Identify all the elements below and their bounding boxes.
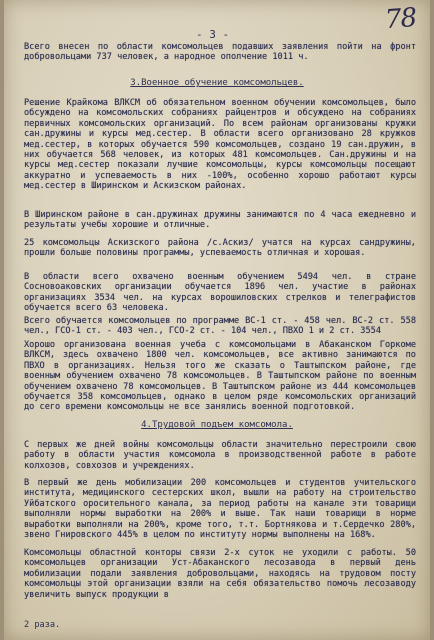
document-page: [4, 0, 430, 640]
paragraph: Решение Крайкома ВЛКСМ об обязательном военном обучении комсомольцев, было обсуждено на комсомольских собраниях райцентров и обсуждено на собраниях первичных комсомольских организаций. По всем районам организованы кружки сан.дружины и курсы мед.сестер. В области всего организовано 28 кружков мед.сестер, в которых обучается 590 комсомольцев, создано 19 сан.дружин, в них обучается 568 человек, из которых 481 комсомольцев. Сан.дружины и на курсы мед.сестер показали лучшие комсомольцы, курсы комсомольцы посещают аккуратно и успеваемость в них -100%, особенно хорошо работают курсы мед.сестер в Ширинском и Аскизском районах.: [24, 98, 422, 192]
intro-paragraph: Всего внесен по области комсомольцев подавших заявления пойти на фронт добровольцами 737 человек, а народное ополчение 1011 ч.: [24, 42, 422, 63]
archive-page-stamp: 78: [383, 2, 418, 36]
paragraph: Хорошо организована военная учеба с комсомольцами в Абаканском Горкоме ВЛКСМ, здесь охвачено 1800 чел. комсомольцев, все активно занимаются по ПВХО в организациях. Нельзя того же сказать о Таштыпском районе, где военным обучением охвачено 78 комсомольцев. В Таштыпском районе по военным обучением охвачено 78 комсомольцев. В Таштыпском районе из 444 комсомольцев обучается 358 комсомольцев, однако в целом ряде комсомольских организаций до сего времени комсомольцы не все занялись военной подготовкой.: [24, 340, 422, 413]
page-number: - 3 -: [196, 28, 230, 41]
paragraph: С первых же дней войны комсомольцы области значительно перестроили свою работу в области участия комсомола в производственной работе в работе колхозов, совхозов и учреждениях.: [24, 440, 422, 471]
section-heading-labor-upsurge: 4.Трудовой подъем комсомола.: [141, 420, 293, 430]
paragraph: В Ширинском районе в сан.дружинах дружины занимаются по 4 часа ежедневно и результаты учебы хорошие и отличные.: [24, 210, 422, 231]
paragraph: В первый же день мобилизации 200 комсомольцев и студентов учительского института, медицинского сестерских школ, вышли на работу на строительство Уйбатского оросительного канала, за период работы на канале эти товарищи выполняли нормы выработки на 200% и выше. Так наши товарищи в норме выработки выполняли на 200%, кроме того, т.т. Бортнякова и т.Сердечко 280%, звено Гнировского 445% в целом по институту нормы выполнены на 168%.: [24, 478, 422, 541]
section-heading-military-training: 3.Военное обучение комсомольцев.: [130, 78, 304, 88]
footer-line: 2 раза.: [24, 620, 61, 630]
paragraph: Комсомольцы областной конторы связи 2-х суток не уходили с работы. 50 комсомольцев организации Уст-Абаканского лесозавода в первый день мобилизации подали заявления добровольцами, находясь на трудовом посту комсомольцы этой организации взяли на себя обязательство помочь лесозаводу увеличить выпуск продукции в: [24, 548, 422, 600]
paragraph: 25 комсомольцы Аскизского района /с.Аскиз/ учатся на курсах сандружины, прошли больше половины программы, успеваемость отличная и хорошая.: [24, 238, 422, 259]
paragraph: Всего обучается комсомольцев по программе ВС-1 ст. - 458 чел. ВС-2 ст. 558 чел., ГСО-1 ст. - 403 чел., ГСО-2 ст. - 104 чел., ПВХО 1 и 2 ст. 3554: [24, 316, 422, 337]
paragraph: В области всего охвачено военным обучением 5494 чел. в стране Сосновоаковских организации обучается 1896 чел. участие в районах организациях 3534 чел. на курсах ворошиловских стрелков и телеграфистов обучается всего 63 человека.: [24, 272, 422, 314]
